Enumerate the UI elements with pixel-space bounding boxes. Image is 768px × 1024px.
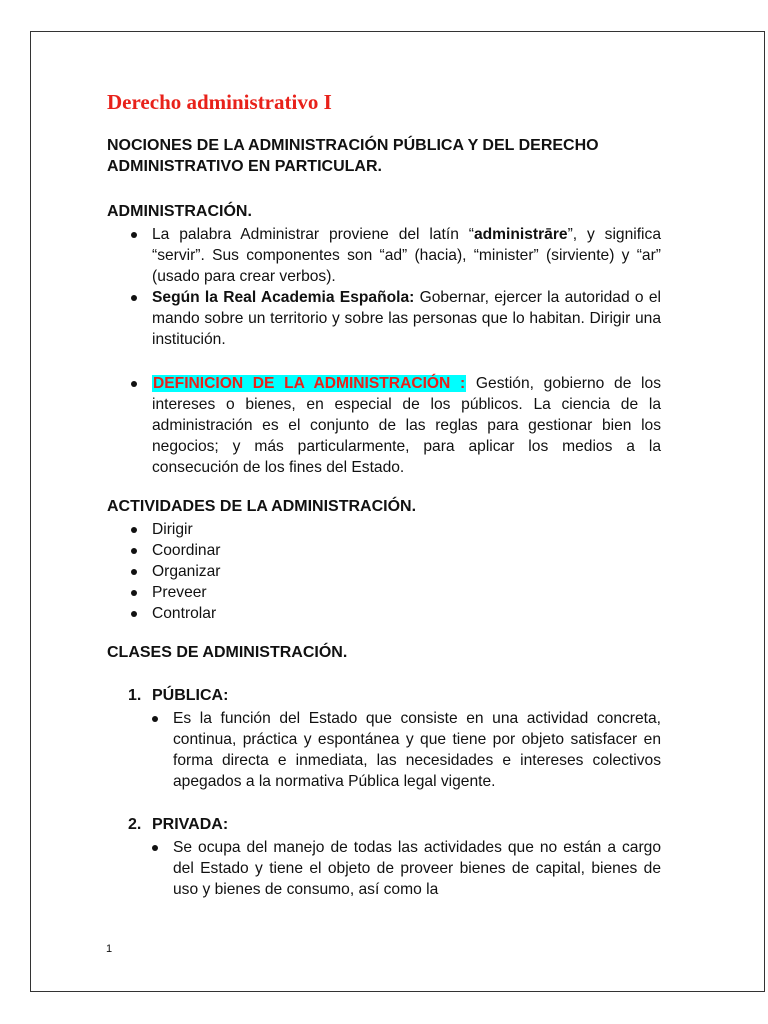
- section-heading-actividades: ACTIVIDADES DE LA ADMINISTRACIÓN.: [107, 498, 417, 516]
- section-heading-administracion: ADMINISTRACIÓN.: [107, 203, 252, 221]
- definicion-bullet-list: [107, 373, 661, 478]
- list-number: 2.: [128, 816, 142, 834]
- list-item: Controlar: [107, 603, 661, 624]
- list-item: Coordinar: [107, 540, 661, 561]
- clase-publica: [107, 685, 661, 792]
- clase-privada: [107, 814, 661, 900]
- clase-privada-description: Se ocupa del manejo de todas las actividades que no están a cargo del Estado y tiene el objeto de proveer bienes de capital, bienes de uso y bienes de consumo, así como la: [128, 837, 661, 900]
- document-title: Derecho administrativo I: [107, 90, 332, 114]
- bullet-rae: Según la Real Academia Española: Gobernar, ejercer la autoridad o el mando sobre un territorio y sobre las personas que lo habitan. Dirigir una institución.: [107, 287, 661, 350]
- clase-title-publica: PÚBLICA:: [152, 687, 229, 705]
- list-item: Preveer: [107, 582, 661, 603]
- list-number: 1.: [128, 687, 142, 705]
- document-page: [30, 31, 765, 992]
- page-number: 1: [106, 943, 113, 955]
- highlighted-definition-label: DEFINICION DE LA ADMINISTRACIÓN :: [153, 375, 466, 393]
- actividades-list: [107, 519, 661, 624]
- section-heading-clases: CLASES DE ADMINISTRACIÓN.: [107, 644, 348, 662]
- clase-title-privada: PRIVADA:: [152, 816, 229, 834]
- latin-term: administrāre: [473, 226, 568, 244]
- bullet-etimologia: La palabra Administrar proviene del latín “administrāre”, y significa “servir”. Sus componentes son “ad” (hacia), “minister” (sirviente) y “ar” (usado para crear verbos).: [107, 224, 661, 287]
- list-item: Organizar: [107, 561, 661, 582]
- bullet-definicion: DEFINICION DE LA ADMINISTRACIÓN : Gestión, gobierno de los intereses o bienes, en especial de los públicos. La ciencia de la administración es el conjunto de las reglas para gestionar bien los negocios; y más particularmente, para aplicar los medios a la consecución de los fines del Estado.: [107, 373, 661, 478]
- administracion-bullet-list: [107, 224, 661, 350]
- list-item: Dirigir: [107, 519, 661, 540]
- page-content: [107, 90, 661, 900]
- rae-label: Según la Real Academia Española:: [152, 289, 415, 307]
- clase-publica-description: Es la función del Estado que consiste en una actividad concreta, continua, práctica y espontánea y que tiene por objeto satisfacer en forma directa e inmediata, las necesidades e intereses colectivos apegados a la normativa Pública legal vigente.: [128, 708, 661, 792]
- main-heading: NOCIONES DE LA ADMINISTRACIÓN PÚBLICA Y DEL DERECHO ADMINISTRATIVO EN PARTICULAR.: [107, 137, 599, 176]
